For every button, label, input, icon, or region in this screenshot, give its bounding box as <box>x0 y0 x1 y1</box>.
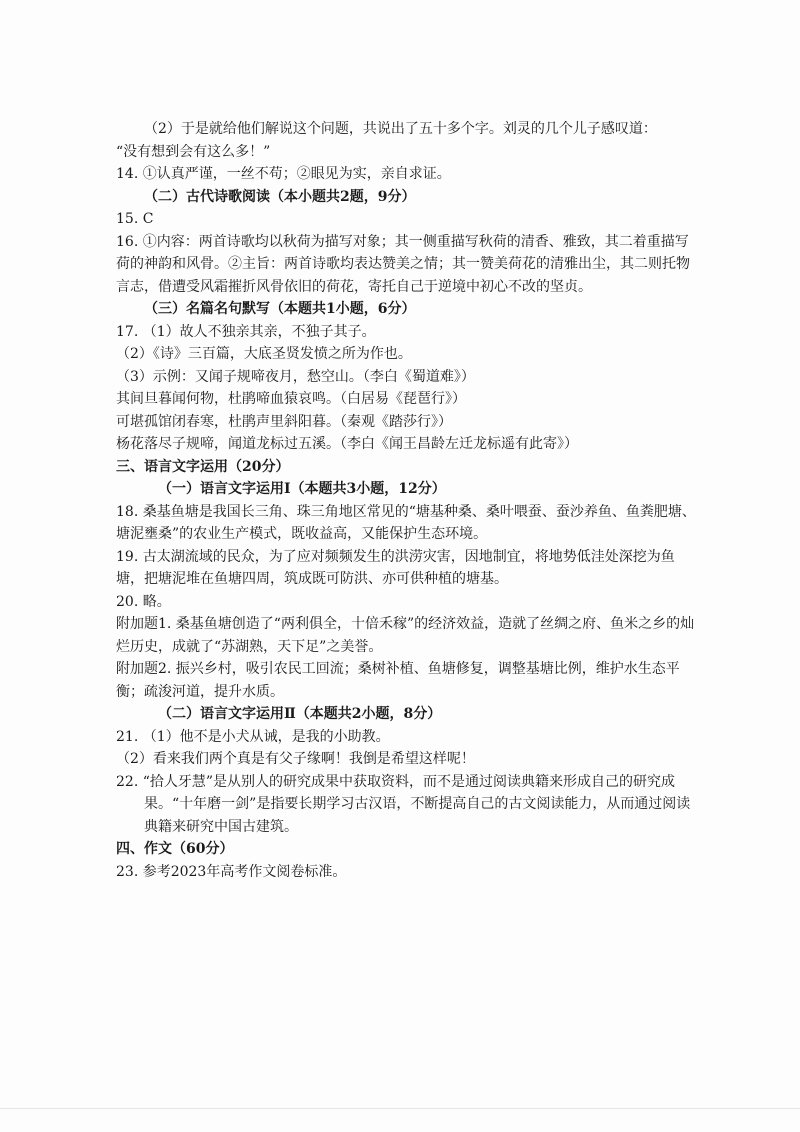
answer-21-1: 21. （1）他不是小犬从诫，是我的小助教。 <box>116 728 390 745</box>
answer-20: 20. 略。 <box>116 593 171 610</box>
part-title-language: 三、语言文字运用（20分） <box>116 458 290 475</box>
page-bottom-divider <box>0 1108 800 1109</box>
part-title-essay: 四、作文（60分） <box>116 841 234 857</box>
answer-17-2: （2）《诗》三百篇，大底圣贤发愤之所为作也。 <box>116 346 412 362</box>
answer-line-13-2 <box>116 118 696 141</box>
answer-19: 19. 古太湖流域的民众，为了应对频频发生的洪涝灾害，因地制宜，将地势低洼处深挖为鱼塘，把塘泥堆在鱼塘四周，筑成既可防洪、亦可供种植的塘基。 <box>116 548 675 587</box>
answer-14: 14. ①认真严谨，一丝不苟；②眼见为实，亲自求证。 <box>116 166 451 182</box>
answer-text: （2）于是就给他们解说这个问题，共说出了五十多个字。刘灵的几个儿子感叹道： <box>144 121 657 137</box>
answer-17-1: 17. （1）故人不独亲其亲，不独子其子。 <box>116 323 376 340</box>
answer-16: 16. ①内容：两首诗歌均以秋荷为描写对象；其一侧重描写秋荷的清香、雅致，其二着重描写荷的神韵和风骨。②主旨：两首诗歌均表达赞美之情；其一赞美荷花的清雅出尘，其二则托物言志，借遭受风霜摧折风骨依旧的荷花，寄托自己于逆境中初心不改的坚贞。 <box>116 233 690 295</box>
answer-15: 15. C <box>116 211 154 227</box>
section-title-language-1: （一）语言文字运用Ⅰ（本题共3小题，12分） <box>158 481 446 497</box>
answer-17-3-example-3: 可堪孤馆闭春寒，杜鹃声里斜阳暮。（秦观《踏莎行》） <box>116 413 452 430</box>
answer-21-2: （2）看来我们两个真是有父子缘啊！我倒是希望这样呢！ <box>116 751 475 767</box>
section-title-poetry: （二）古代诗歌阅读（本小题共2题，9分） <box>144 188 416 205</box>
answer-18: 18. 桑基鱼塘是我国长三角、珠三角地区常见的“塘基种桑、桑叶喂蚕、蚕沙养鱼、鱼粪肥塘、塘泥壅桑”的农业生产模式，既收益高，又能保护生态环境。 <box>116 503 696 542</box>
answer-22: 22. “拾人牙慧”是从别人的研究成果中获取资料，而不是通过阅读典籍来形成自己的研究成果。“十年磨一剑”是指要长期学习古汉语，不断提高自己的古文阅读能力，从而通过阅读典籍来研究中国古建筑。 <box>116 773 691 835</box>
answer-key-body <box>116 118 696 883</box>
answer-23: 23. 参考2023年高考作文阅卷标准。 <box>116 863 347 880</box>
answer-17-3-example-2: 其间旦暮闻何物，杜鹃啼血猿哀鸣。（白居易《琵琶行》） <box>116 391 466 407</box>
bonus-1: 附加题1. 桑基鱼塘创造了“两利俱全，十倍禾稼”的经济效益，造就了丝绸之府、鱼米之乡的灿烂历史，成就了“苏湖熟，天下足”之美誉。 <box>116 616 695 655</box>
answer-17-3: （3）示例：又闻子规啼夜月，愁空山。（李白《蜀道难》） <box>116 368 475 385</box>
bonus-2: 附加题2. 振兴乡村，吸引农民工回流；桑树补植、鱼塘修复，调整基塘比例，维护水生态平衡；疏浚河道，提升水质。 <box>116 661 680 700</box>
answer-line-13-2-cont: “没有想到会有这么多！” <box>116 143 271 160</box>
section-title-language-2: （二）语言文字运用Ⅱ（本题共2小题，8分） <box>158 706 442 722</box>
section-title-dictation: （三）名篇名句默写（本题共1小题，6分） <box>144 301 416 317</box>
answer-17-3-example-4: 杨花落尽子规啼，闻道龙标过五溪。（李白《闻王昌龄左迁龙标遥有此寄》） <box>116 436 578 452</box>
